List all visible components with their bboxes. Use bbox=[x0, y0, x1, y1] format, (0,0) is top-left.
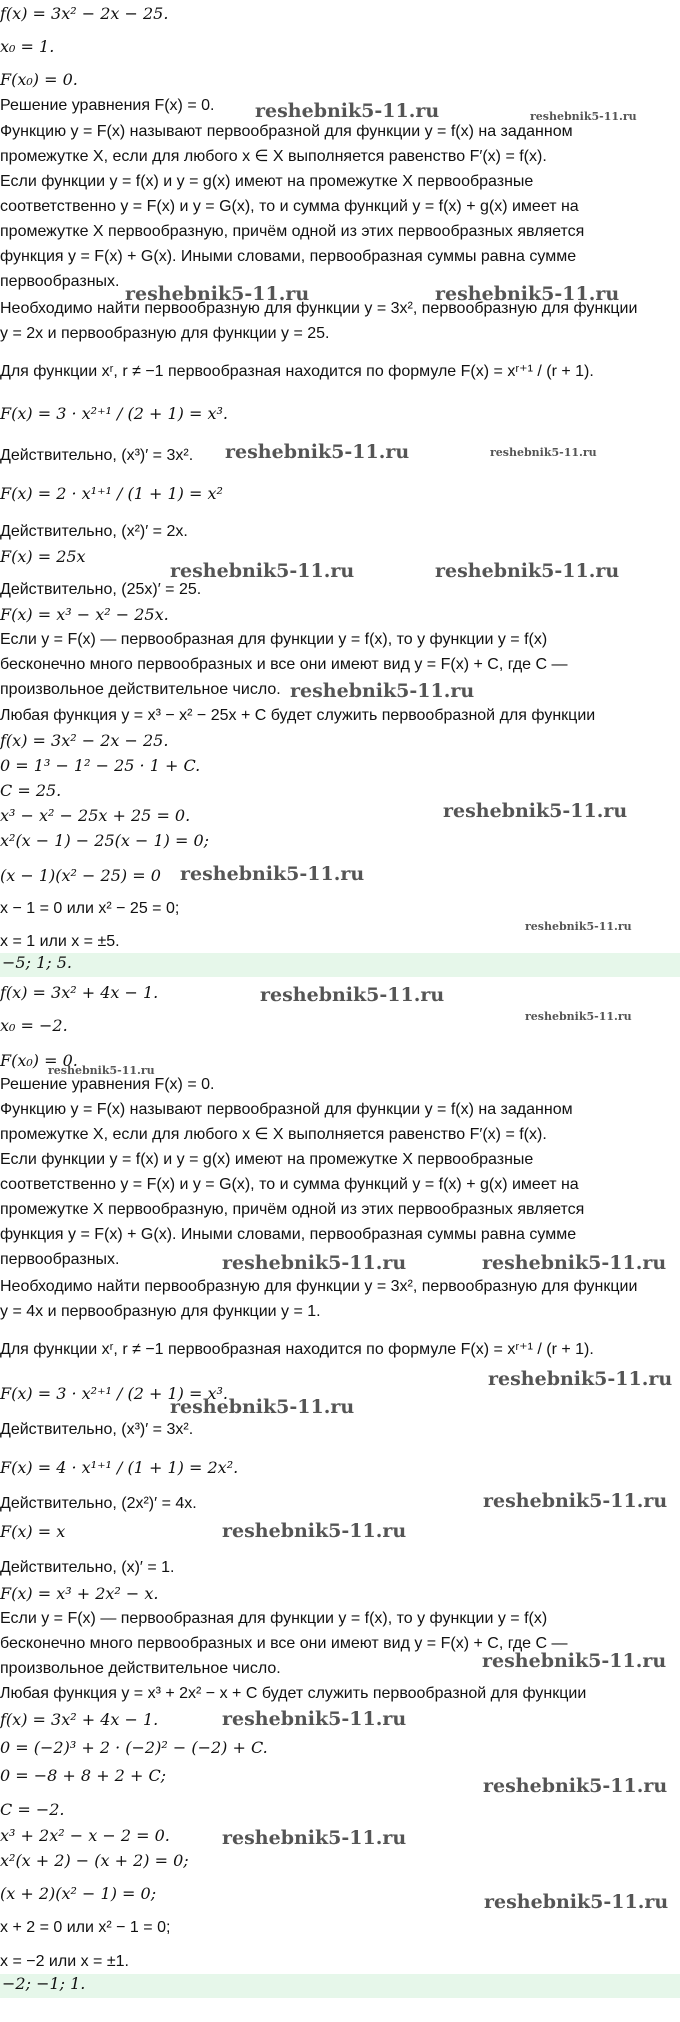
line: Решение уравнения F(x) = 0. bbox=[0, 1076, 215, 1093]
formula-line: F(x) = x³ + 2x² − x. bbox=[0, 1584, 159, 1603]
line: x₀ = −2. bbox=[0, 1016, 68, 1035]
watermark: reshebnik5-11.ru bbox=[260, 984, 445, 1006]
answer-text: −2; −1; 1. bbox=[2, 1974, 86, 1993]
line: y = 4x и первообразную для функции y = 1. bbox=[0, 1303, 321, 1320]
watermark: reshebnik5-11.ru bbox=[488, 1368, 673, 1390]
watermark: reshebnik5-11.ru bbox=[222, 1520, 407, 1542]
line: F(x₀) = 0. bbox=[0, 70, 78, 89]
watermark: reshebnik5-11.ru bbox=[170, 1396, 355, 1418]
line: промежутке X первообразную, причём одной из этих первообразных является bbox=[0, 1201, 585, 1218]
line: Действительно, (2x²)′ = 4x. bbox=[0, 1495, 197, 1512]
watermark: reshebnik5-11.ru bbox=[435, 283, 620, 305]
formula-line: x³ + 2x² − x − 2 = 0. bbox=[0, 1826, 170, 1845]
formula-line: F(x) = 2 · x¹⁺¹ / (1 + 1) = x² bbox=[0, 484, 223, 503]
formula-line: 0 = (−2)³ + 2 · (−2)² − (−2) + C. bbox=[0, 1738, 268, 1757]
line: промежутке X первообразную, причём одной из этих первообразных является bbox=[0, 223, 585, 240]
line: бесконечно много первообразных и все они имеют вид y = F(x) + C, где C — bbox=[0, 656, 568, 673]
formula-line: f(x) = 3x² − 2x − 25. bbox=[0, 731, 169, 750]
line: бесконечно много первообразных и все они имеют вид y = F(x) + C, где C — bbox=[0, 1635, 568, 1652]
watermark: reshebnik5-11.ru bbox=[530, 110, 637, 123]
line: Действительно, (x²)′ = 2x. bbox=[0, 523, 188, 540]
line: соответственно y = F(x) и y = G(x), то и сумма функций y = f(x) + g(x) имеет на bbox=[0, 198, 579, 215]
line: первообразных. bbox=[0, 1251, 120, 1268]
line: произвольное действительное число. bbox=[0, 1660, 281, 1677]
watermark: reshebnik5-11.ru bbox=[222, 1827, 407, 1849]
line: функция y = F(x) + G(x). Иными словами, первообразная суммы равна сумме bbox=[0, 1226, 577, 1243]
answer-row bbox=[0, 1974, 680, 1998]
line: f(x) = 3x² − 2x − 25. bbox=[0, 4, 169, 23]
formula-line: x²(x + 2) − (x + 2) = 0; bbox=[0, 1851, 189, 1870]
line: Решение уравнения F(x) = 0. bbox=[0, 97, 215, 114]
line: Любая функция y = x³ + 2x² − x + C будет служить первообразной для функции bbox=[0, 1685, 587, 1702]
formula-line: F(x) = x³ − x² − 25x. bbox=[0, 605, 169, 624]
watermark: reshebnik5-11.ru bbox=[225, 441, 410, 463]
line: x = −2 или x = ±1. bbox=[0, 1953, 129, 1970]
watermark: reshebnik5-11.ru bbox=[482, 1650, 667, 1672]
line: Действительно, (x³)′ = 3x². bbox=[0, 1421, 194, 1438]
watermark: reshebnik5-11.ru bbox=[490, 446, 597, 459]
watermark: reshebnik5-11.ru bbox=[525, 1010, 632, 1023]
watermark: reshebnik5-11.ru bbox=[435, 560, 620, 582]
line: x + 2 = 0 или x² − 1 = 0; bbox=[0, 1919, 171, 1936]
definition-line: Функцию y = F(x) называют первообразной для функции y = f(x) на заданном bbox=[0, 123, 573, 140]
formula-line: (x − 1)(x² − 25) = 0 bbox=[0, 866, 161, 885]
watermark: reshebnik5-11.ru bbox=[48, 1064, 155, 1077]
formula-line: F(x) = 3 · x²⁺¹ / (2 + 1) = x³. bbox=[0, 404, 229, 423]
formula-line: F(x) = 25x bbox=[0, 547, 86, 566]
line: функция y = F(x) + G(x). Иными словами, первообразная суммы равна сумме bbox=[0, 248, 577, 265]
line: промежутке X, если для любого x ∈ X выполняется равенство F′(x) = f(x). bbox=[0, 148, 547, 165]
line: Если y = F(x) — первообразная для функции y = f(x), то у функции y = f(x) bbox=[0, 1610, 548, 1627]
answer-row bbox=[0, 953, 680, 977]
watermark: reshebnik5-11.ru bbox=[483, 1490, 668, 1512]
formula-line: F(x) = x bbox=[0, 1522, 66, 1541]
line: x = 1 или x = ±5. bbox=[0, 933, 120, 950]
formula-line: C = −2. bbox=[0, 1800, 65, 1819]
line: промежутке X, если для любого x ∈ X выполняется равенство F′(x) = f(x). bbox=[0, 1126, 547, 1143]
line: Если функции y = f(x) и y = g(x) имеют на промежутке X первообразные bbox=[0, 173, 534, 190]
formula-line: F(x) = 3 · x²⁺¹ / (2 + 1) = x³. bbox=[0, 1384, 229, 1403]
line: Действительно, (x)′ = 1. bbox=[0, 1559, 175, 1576]
watermark: reshebnik5-11.ru bbox=[222, 1252, 407, 1274]
formula-line: 0 = 1³ − 1² − 25 · 1 + C. bbox=[0, 756, 201, 775]
line: Действительно, (x³)′ = 3x². bbox=[0, 447, 194, 464]
line: x₀ = 1. bbox=[0, 37, 55, 56]
formula-line: (x + 2)(x² − 1) = 0; bbox=[0, 1884, 157, 1903]
formula-line: Для функции xʳ, r ≠ −1 первообразная находится по формуле F(x) = xʳ⁺¹ / (r + 1). bbox=[0, 1341, 594, 1358]
line: произвольное действительное число. bbox=[0, 681, 281, 698]
formula-line: Для функции xʳ, r ≠ −1 первообразная находится по формуле F(x) = xʳ⁺¹ / (r + 1). bbox=[0, 363, 594, 380]
formula-line: 0 = −8 + 8 + 2 + C; bbox=[0, 1766, 167, 1785]
formula-line: C = 25. bbox=[0, 781, 62, 800]
watermark: reshebnik5-11.ru bbox=[255, 100, 440, 122]
formula-line: x²(x − 1) − 25(x − 1) = 0; bbox=[0, 831, 210, 850]
watermark: reshebnik5-11.ru bbox=[483, 1775, 668, 1797]
line: Если y = F(x) — первообразная для функции y = f(x), то у функции y = f(x) bbox=[0, 631, 548, 648]
line: Необходимо найти первообразную для функции y = 3x², первообразную для функции bbox=[0, 1278, 638, 1295]
watermark: reshebnik5-11.ru bbox=[170, 560, 355, 582]
line: Действительно, (25x)′ = 25. bbox=[0, 581, 202, 598]
line: Любая функция y = x³ − x² − 25x + C будет служить первообразной для функции bbox=[0, 707, 596, 724]
line: соответственно y = F(x) и y = G(x), то и сумма функций y = f(x) + g(x) имеет на bbox=[0, 1176, 579, 1193]
line: Необходимо найти первообразную для функции y = 3x², первообразную для функции bbox=[0, 300, 638, 317]
watermark: reshebnik5-11.ru bbox=[180, 863, 365, 885]
formula-line: x³ − x² − 25x + 25 = 0. bbox=[0, 806, 191, 825]
watermark: reshebnik5-11.ru bbox=[125, 283, 310, 305]
line: F(x₀) = 0. bbox=[0, 1051, 78, 1070]
definition-line: Функцию y = F(x) называют первообразной для функции y = f(x) на заданном bbox=[0, 1101, 573, 1118]
watermark: reshebnik5-11.ru bbox=[443, 800, 628, 822]
watermark: reshebnik5-11.ru bbox=[222, 1708, 407, 1730]
line: Если функции y = f(x) и y = g(x) имеют на промежутке X первообразные bbox=[0, 1151, 534, 1168]
watermark: reshebnik5-11.ru bbox=[290, 680, 475, 702]
answer-text: −5; 1; 5. bbox=[2, 953, 72, 972]
formula-line: F(x) = 4 · x¹⁺¹ / (1 + 1) = 2x². bbox=[0, 1458, 239, 1477]
watermark: reshebnik5-11.ru bbox=[525, 920, 632, 933]
line: x − 1 = 0 или x² − 25 = 0; bbox=[0, 900, 180, 917]
watermark: reshebnik5-11.ru bbox=[484, 1891, 669, 1913]
watermark: reshebnik5-11.ru bbox=[482, 1252, 667, 1274]
line: f(x) = 3x² + 4x − 1. bbox=[0, 983, 159, 1002]
formula-line: f(x) = 3x² + 4x − 1. bbox=[0, 1710, 159, 1729]
line: первообразных. bbox=[0, 273, 120, 290]
line: y = 2x и первообразную для функции y = 25. bbox=[0, 325, 330, 342]
